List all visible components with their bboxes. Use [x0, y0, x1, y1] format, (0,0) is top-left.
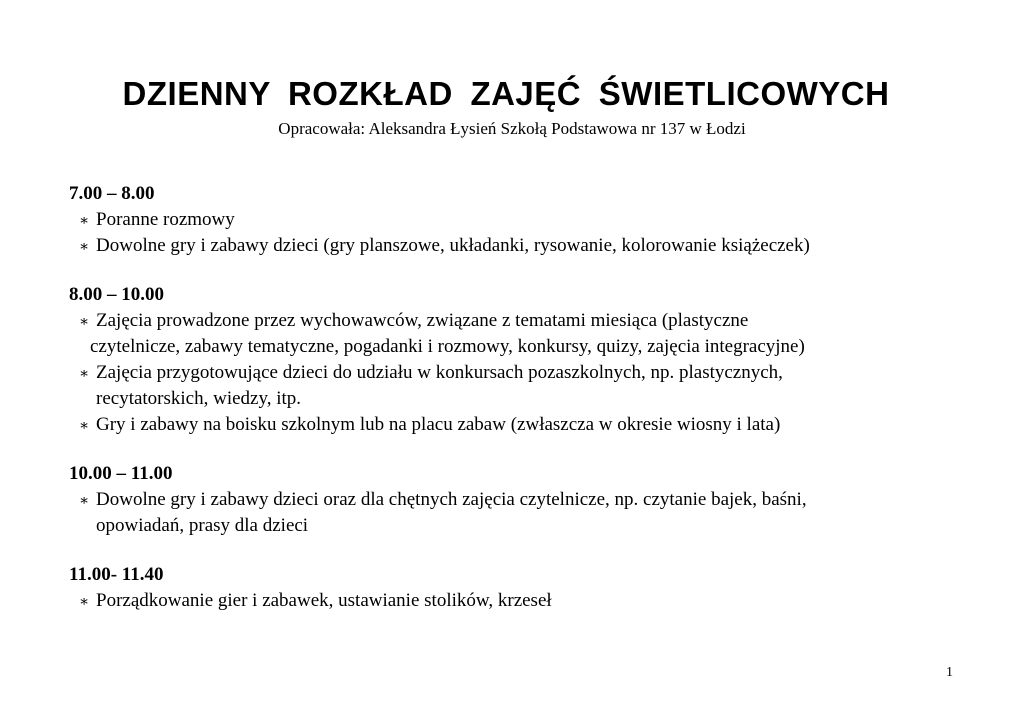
page-subtitle: Opracowała: Aleksandra Łysień Szkołą Podstawowa nr 137 w Łodzi [278, 119, 746, 138]
activity-text: Gry i zabawy na boisku szkolnym lub na placu zabaw (zwłaszcza w okresie wiosny i lata) [96, 414, 781, 435]
slot-time: 8.00 – 10.00 [69, 284, 164, 305]
activity-text: Zajęcia przygotowujące dzieci do udziału w konkursach pozaszkolnych, np. plastycznych, [96, 362, 783, 383]
activity-item [69, 588, 969, 614]
bullet-asterisk-icon: ∗ [79, 314, 90, 330]
slot-time: 11.00- 11.40 [69, 564, 164, 585]
activity-item [69, 412, 969, 438]
activity-text: Zajęcia prowadzone przez wychowawców, związane z tematami miesiąca (plastyczne [96, 310, 749, 331]
activity-text: Porządkowanie gier i zabawek, ustawianie stolików, krzeseł [96, 590, 552, 611]
schedule [69, 181, 969, 637]
schedule-slot [69, 282, 969, 438]
activity-item [69, 233, 969, 259]
page-number: 1 [946, 665, 953, 680]
schedule-slot [69, 562, 969, 614]
activity-text: Dowolne gry i zabawy dzieci (gry planszowe, układanki, rysowanie, kolorowanie książeczek) [96, 235, 810, 256]
activity-item [69, 207, 969, 233]
activity-text: Dowolne gry i zabawy dzieci oraz dla chętnych zajęcia czytelnicze, np. czytanie bajek, baśni, [96, 489, 807, 510]
slot-time: 7.00 – 8.00 [69, 183, 155, 204]
bullet-asterisk-icon: ∗ [79, 594, 90, 610]
activity-item [69, 487, 969, 539]
activity-list [69, 588, 969, 614]
bullet-asterisk-icon: ∗ [79, 418, 90, 434]
schedule-slot [69, 181, 969, 259]
bullet-asterisk-icon: ∗ [79, 493, 90, 509]
activity-text: Poranne rozmowy [96, 209, 235, 230]
activity-item [69, 360, 969, 412]
bullet-asterisk-icon: ∗ [79, 213, 90, 229]
slot-time: 10.00 – 11.00 [69, 463, 173, 484]
schedule-slot [69, 461, 969, 539]
bullet-asterisk-icon: ∗ [79, 239, 90, 255]
activity-text-continued: recytatorskich, wiedzy, itp. [96, 388, 302, 409]
activity-text-continued: czytelnicze, zabawy tematyczne, pogadanki i rozmowy, konkursy, quizy, zajęcia integracyjne) [90, 336, 805, 357]
activity-list [69, 308, 969, 438]
activity-list [69, 487, 969, 539]
bullet-asterisk-icon: ∗ [79, 366, 90, 382]
activity-text-continued: opowiadań, prasy dla dzieci [96, 515, 309, 536]
activity-list [69, 207, 969, 259]
page-title: DZIENNY ROZKŁAD ZAJĘĆ ŚWIETLICOWYCH [122, 75, 890, 112]
activity-item [69, 308, 969, 360]
